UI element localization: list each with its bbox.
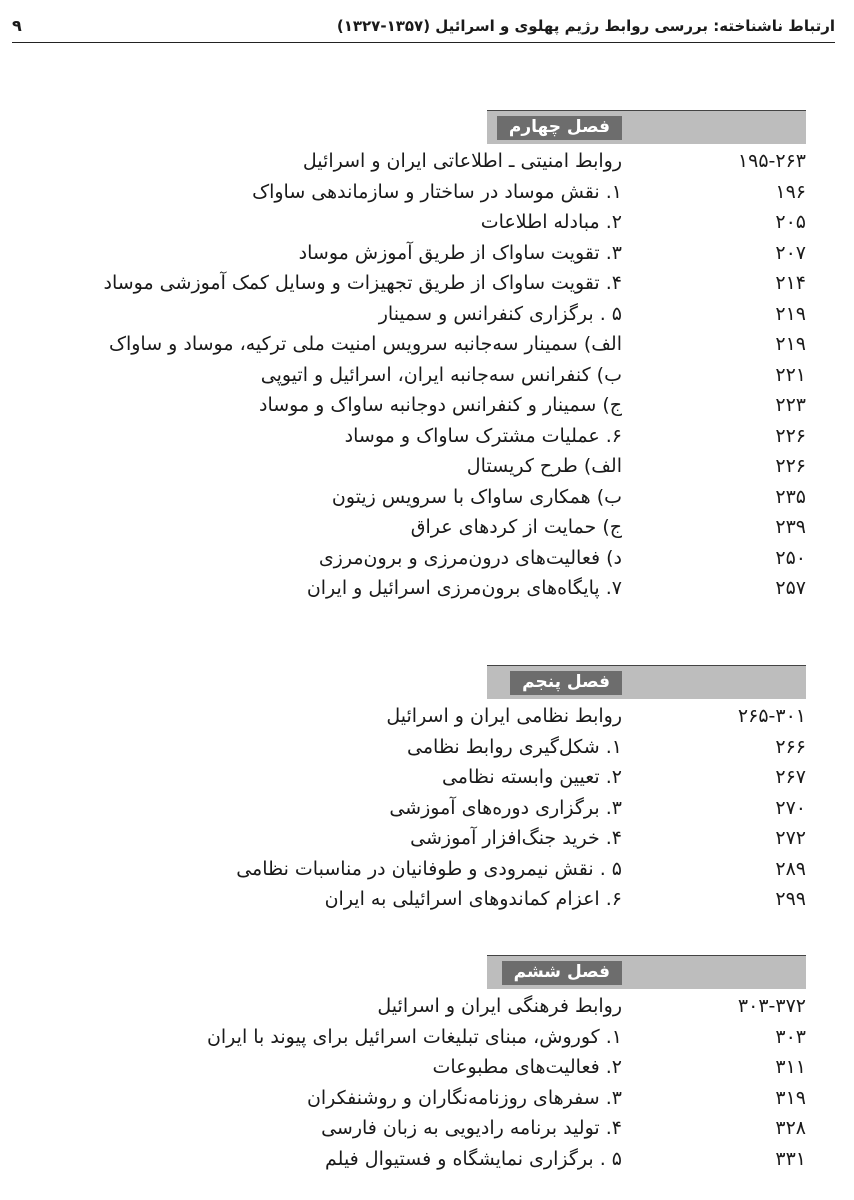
chapter-heading-bar <box>487 665 806 699</box>
toc-entry[interactable] <box>0 701 854 733</box>
toc-entry-title: الف) سمینار سه‌جانبه سرویس امنیت ملی ترکیه، موساد و ساواک <box>108 333 622 355</box>
toc-entry-title: ۱. شکل‌گیری روابط نظامی <box>407 735 622 758</box>
toc-entry-page: ۲۳۹ <box>775 516 806 538</box>
toc-entry-page: ۳۱۹ <box>775 1086 806 1109</box>
toc-entry-page: ۱۹۵-۲۶۳ <box>737 150 806 172</box>
toc-entry-title: ج) حمایت از کردهای عراق <box>410 516 622 538</box>
toc-entry-title: ۳. برگزاری دوره‌های آموزشی <box>389 796 622 819</box>
toc-entry-page: ۲۳۵ <box>775 485 806 508</box>
toc-entry-page: ۲۱۹ <box>775 302 806 325</box>
toc-entry-page: ۲۰۷ <box>775 241 806 264</box>
toc-entry[interactable] <box>0 360 854 392</box>
toc-entry-page: ۲۲۶ <box>775 424 806 447</box>
toc-entry[interactable] <box>0 390 854 422</box>
toc-entry-title: الف) طرح کریستال <box>466 455 622 477</box>
toc-entry-title: ۲. فعالیت‌های مطبوعات <box>432 1056 622 1078</box>
toc-entry-title: ۲. مبادله اطلاعات <box>480 211 622 233</box>
toc-entry-page: ۲۰۵ <box>775 211 806 233</box>
toc-entry-title: ۱. نقش موساد در ساختار و سازماندهی ساواک <box>252 180 622 203</box>
toc-entry[interactable] <box>0 854 854 886</box>
running-header <box>12 14 835 43</box>
toc-entry[interactable] <box>0 207 854 239</box>
toc-entry[interactable] <box>0 268 854 300</box>
toc-entry-title: ۲. تعیین وابسته نظامی <box>441 766 622 788</box>
toc-entry-page: ۲۶۵-۳۰۱ <box>737 705 806 727</box>
toc-entry-title: ۴. تقویت ساواک از طریق تجهیزات و وسایل کمک آموزشی موساد <box>103 272 622 294</box>
toc-entry-page: ۳۲۸ <box>775 1117 806 1139</box>
toc-entry[interactable] <box>0 732 854 764</box>
toc-entry[interactable] <box>0 1083 854 1115</box>
chapter-title: فصل ششم <box>502 961 622 985</box>
toc-entry[interactable] <box>0 329 854 361</box>
toc-entry-page: ۱۹۶ <box>775 180 806 203</box>
toc-entry[interactable] <box>0 1052 854 1084</box>
page-number: ۹ <box>12 16 22 35</box>
toc-entry-title: ج) سمینار و کنفرانس دوجانبه ساواک و موساد <box>258 394 622 416</box>
toc-entry-title: ۳. تقویت ساواک از طریق آموزش موساد <box>298 241 622 264</box>
toc-entry-title: ب) کنفرانس سه‌جانبه ایران، اسرائیل و اتیوپی <box>260 363 622 386</box>
toc-entry[interactable] <box>0 421 854 453</box>
toc-entry[interactable] <box>0 884 854 916</box>
toc-entry-page: ۲۷۰ <box>775 796 806 819</box>
chapter-heading-bar <box>487 110 806 144</box>
toc-entry-page: ۲۱۴ <box>775 272 806 294</box>
toc-entry-page: ۳۰۳ <box>775 1025 806 1048</box>
toc-entry-title: ۶. عملیات مشترک ساواک و موساد <box>344 424 622 447</box>
toc-entry-title: روابط نظامی ایران و اسرائیل <box>386 705 622 727</box>
chapter-title: فصل پنجم <box>510 671 622 695</box>
toc-entry[interactable] <box>0 793 854 825</box>
toc-entry-page: ۲۸۹ <box>775 857 806 880</box>
toc-entry[interactable] <box>0 543 854 575</box>
toc-entry[interactable] <box>0 512 854 544</box>
toc-entry-title: روابط امنیتی ـ اطلاعاتی ایران و اسرائیل <box>302 150 622 172</box>
toc-entry-page: ۲۲۳ <box>775 394 806 416</box>
toc-entry[interactable] <box>0 823 854 855</box>
toc-entry-page: ۲۵۷ <box>775 577 806 599</box>
toc-entry-page: ۲۹۹ <box>775 888 806 910</box>
toc-entry[interactable] <box>0 762 854 794</box>
toc-entry-page: ۲۵۰ <box>775 546 806 569</box>
toc-entry-title: روابط فرهنگی ایران و اسرائیل <box>377 995 622 1017</box>
toc-entry[interactable] <box>0 238 854 270</box>
toc-entry-title: ۵ . نقش نیمرودی و طوفانیان در مناسبات نظامی <box>236 857 622 880</box>
toc-entry-page: ۳۳۱ <box>775 1147 806 1170</box>
toc-entry[interactable] <box>0 1144 854 1176</box>
toc-entry[interactable] <box>0 991 854 1023</box>
toc-entry-page: ۲۲۱ <box>775 363 806 386</box>
toc-entry[interactable] <box>0 573 854 605</box>
chapter-heading-bar <box>487 955 806 989</box>
toc-entry-page: ۲۶۷ <box>775 766 806 788</box>
book-title: ارتباط ناشناخته: بررسی روابط رژیم پهلوی و اسرائیل (۱۳۵۷-۱۳۲۷) <box>336 17 835 35</box>
toc-entry-page: ۲۶۶ <box>775 735 806 758</box>
toc-entry-title: ۵ . برگزاری کنفرانس و سمینار <box>378 302 622 325</box>
toc-entry-page: ۲۷۲ <box>775 827 806 849</box>
chapter-title: فصل چهارم <box>497 116 622 140</box>
toc-entry-page: ۳۱۱ <box>775 1056 806 1078</box>
toc-entry-title: ۵ . برگزاری نمایشگاه و فستیوال فیلم <box>325 1147 622 1170</box>
toc-entry[interactable] <box>0 482 854 514</box>
toc-entry-title: ۴. تولید برنامه رادیویی به زبان فارسی <box>321 1117 622 1139</box>
toc-entry-page: ۳۰۳-۳۷۲ <box>737 995 806 1017</box>
toc-entry-title: ۷. پایگاه‌های برون‌مرزی اسرائیل و ایران <box>306 577 622 599</box>
toc-entry[interactable] <box>0 177 854 209</box>
toc-entry[interactable] <box>0 1113 854 1145</box>
toc-entry-title: د) فعالیت‌های درون‌مرزی و برون‌مرزی <box>318 546 622 569</box>
toc-entry[interactable] <box>0 146 854 178</box>
toc-entry-title: ۴. خرید جنگ‌افزار آموزشی <box>410 827 622 849</box>
toc-entry-page: ۲۲۶ <box>775 455 806 477</box>
toc-entry[interactable] <box>0 299 854 331</box>
toc-entry-page: ۲۱۹ <box>775 333 806 355</box>
toc-entry[interactable] <box>0 451 854 483</box>
toc-entry-title: ۶. اعزام کماندوهای اسرائیلی به ایران <box>324 888 622 910</box>
toc-entry-title: ۳. سفرهای روزنامه‌نگاران و روشنفکران <box>306 1086 622 1109</box>
toc-entry-title: ب) همکاری ساواک با سرویس زیتون <box>331 485 622 508</box>
toc-entry-title: ۱. کوروش، مبنای تبلیغات اسرائیل برای پیوند با ایران <box>206 1025 622 1048</box>
toc-entry[interactable] <box>0 1022 854 1054</box>
